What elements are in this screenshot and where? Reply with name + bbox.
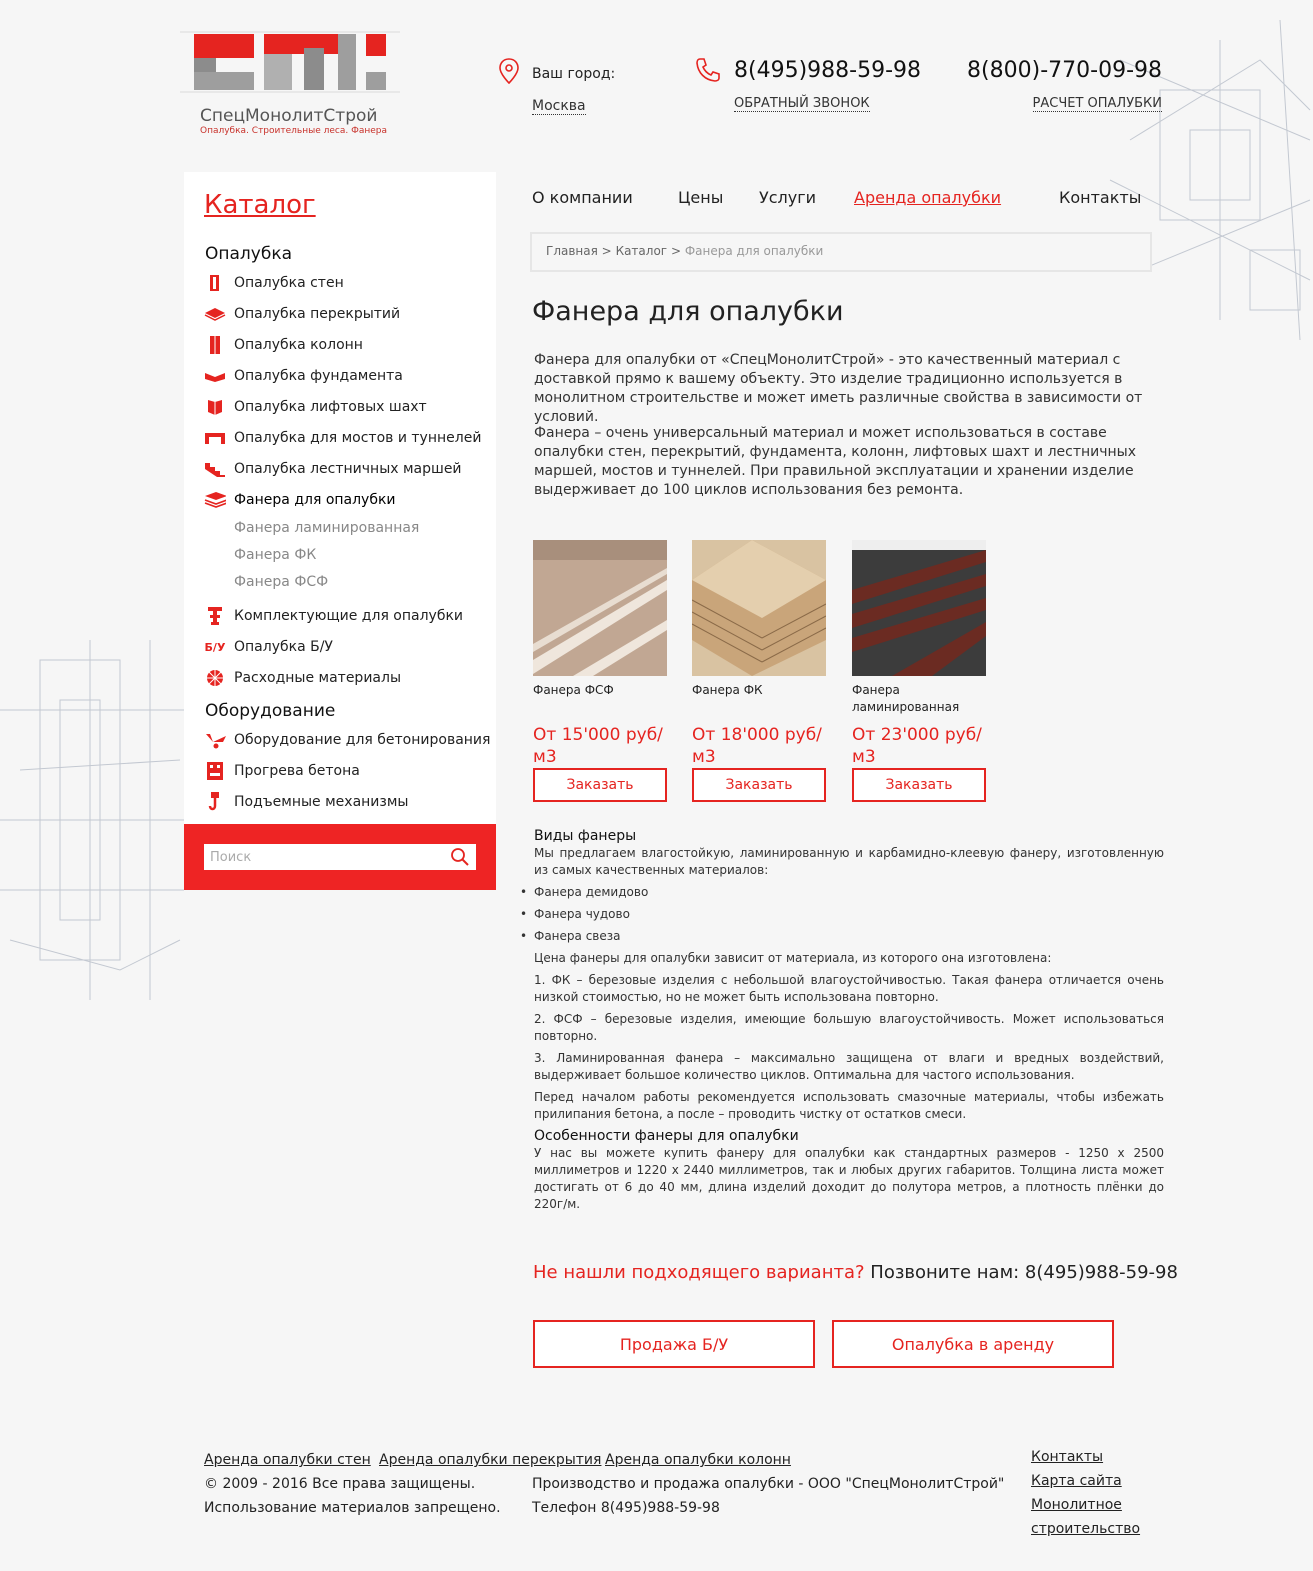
- nav-rent[interactable]: Аренда опалубки: [854, 188, 1002, 207]
- city-link[interactable]: Москва: [532, 98, 586, 114]
- footer-link-walls-rent[interactable]: Аренда опалубки стен: [204, 1452, 371, 1468]
- product-price: От 15'000 руб/м3: [533, 725, 663, 767]
- breadcrumb-catalog[interactable]: Каталог: [615, 244, 668, 258]
- article-paragraph: У нас вы можете купить фанеру для опалубки как стандартных размеров - 1250 х 2500 миллиметров и 1220 х 2440 миллиметров, так и любых других габаритов. Толщина листа может достигать от 6 до 40 мм, длина изделий доходит до полутора метров, а плотность плёнки до 220г/м.: [534, 1146, 1164, 1211]
- bridge-icon: [204, 429, 226, 447]
- breadcrumb-separator: >: [670, 244, 681, 258]
- foundation-icon: [204, 367, 226, 385]
- sidebar-subitem-fk[interactable]: Фанера ФК: [234, 547, 317, 563]
- order-button[interactable]: Заказать: [852, 768, 986, 802]
- city-label: Ваш город:: [532, 66, 616, 82]
- site-logo[interactable]: [180, 28, 400, 148]
- article-paragraph: 1. ФК – березовые изделия с небольшой влагоустойчивостью. Такая фанера отличается очень низкой стоимостью, но не может быть использована повторно.: [534, 973, 1164, 1004]
- formwork-rent-button[interactable]: Опалубка в аренду: [832, 1320, 1114, 1368]
- list-item: • Фанера демидово: [534, 884, 1164, 901]
- column-icon: [204, 336, 226, 354]
- sidebar-item-label: Комплектующие для опалубки: [234, 608, 464, 624]
- sidebar-item-label: Фанера для опалубки: [234, 492, 396, 508]
- product-name: Фанера ламинированная: [852, 683, 960, 714]
- sidebar-item-heating[interactable]: [204, 760, 360, 782]
- list-item: • Фанера чудово: [534, 906, 1164, 923]
- product-image-laminated[interactable]: [852, 540, 986, 676]
- footer-link-slabs-rent[interactable]: Аренда опалубки перекрытия: [379, 1452, 602, 1468]
- list-item: • Фанера свеза: [534, 928, 1164, 945]
- article-paragraph: Мы предлагаем влагостойкую, ламинированную и карбамидно-клеевую фанеру, изготовленную из самых качественных материалов:: [534, 846, 1164, 877]
- article-content: [534, 828, 1164, 1213]
- sidebar-item-label: Опалубка для мостов и туннелей: [234, 430, 482, 446]
- used-sale-button[interactable]: Продажа Б/У: [533, 1320, 815, 1368]
- brand-tagline: Опалубка. Строительные леса. Фанера: [200, 126, 387, 136]
- product-card: [533, 540, 669, 802]
- sidebar-item-label: Подъемные механизмы: [234, 794, 409, 810]
- footer-phone: Телефон 8(495)988-59-98: [532, 1500, 720, 1516]
- intro-paragraph-1: Фанера для опалубки от «СпецМонолитСтрой» - это качественный материал с доставкой прямо к вашему объекту. Это изделие традиционно используется в монолитном строительстве и может иметь различные свойства в зависимости от условий.: [534, 352, 1143, 425]
- sidebar-item-label: Опалубка лифтовых шахт: [234, 399, 427, 415]
- wheelbarrow-icon: [204, 731, 226, 749]
- footer-no-copy: Использование материалов запрещено.: [204, 1500, 501, 1516]
- product-image-fk[interactable]: [692, 540, 826, 676]
- sidebar-item-walls[interactable]: [204, 272, 344, 294]
- footer-copyright: © 2009 - 2016 Все права защищены.: [204, 1476, 476, 1492]
- footer-link-contacts[interactable]: Контакты: [1031, 1449, 1104, 1465]
- page-title: Фанера для опалубки: [532, 296, 844, 327]
- breadcrumb-current: Фанера для опалубки: [684, 244, 824, 258]
- shaft-icon: [204, 398, 226, 416]
- nav-services[interactable]: Услуги: [759, 188, 817, 207]
- catalog-sidebar: [184, 172, 496, 824]
- callback-link[interactable]: ОБРАТНЫЙ ЗВОНОК: [734, 96, 870, 111]
- sidebar-item-plywood[interactable]: [204, 489, 396, 511]
- plywood-sheets-image: [533, 540, 667, 676]
- nav-contacts[interactable]: Контакты: [1059, 188, 1142, 207]
- sidebar-item-label: Опалубка стен: [234, 275, 344, 291]
- phone-icon: [694, 56, 722, 84]
- consumables-icon: [204, 669, 226, 687]
- search-input[interactable]: [204, 844, 476, 870]
- search-icon[interactable]: [450, 847, 470, 867]
- breadcrumb: [530, 232, 1152, 272]
- cta-call: Позвоните нам: 8(495)988-59-98: [870, 1262, 1178, 1283]
- laminated-plywood-image: [852, 540, 986, 676]
- footer-link-monolithic[interactable]: Монолитное: [1031, 1497, 1122, 1513]
- cta-question: Не нашли подходящего варианта?: [533, 1262, 865, 1283]
- nav-about[interactable]: О компании: [532, 188, 633, 207]
- group-equipment: Оборудование: [205, 701, 336, 721]
- sidebar-item-label: Опалубка перекрытий: [234, 306, 401, 322]
- sidebar-item-lifting[interactable]: [204, 791, 408, 813]
- breadcrumb-separator: >: [601, 244, 612, 258]
- article-heading-features: Особенности фанеры для опалубки: [534, 1128, 799, 1144]
- product-price: От 23'000 руб/м3: [852, 725, 982, 767]
- plywood-stack-image: [692, 540, 826, 676]
- phone-main[interactable]: 8(495)988-59-98: [734, 58, 922, 83]
- plywood-icon: [204, 491, 226, 509]
- brand-name: СпецМонолитСтрой: [200, 106, 378, 126]
- hook-icon: [204, 793, 226, 811]
- sidebar-item-label: Опалубка колонн: [234, 337, 363, 353]
- sidebar-item-label: Опалубка Б/У: [234, 639, 333, 655]
- sidebar-subitem-laminated[interactable]: Фанера ламинированная: [234, 520, 420, 536]
- used-icon: Б/У: [204, 640, 226, 654]
- footer-link-construction[interactable]: строительство: [1031, 1521, 1141, 1537]
- product-card: [692, 540, 828, 802]
- article-paragraph: Перед началом работы рекомендуется использовать смазочные материалы, чтобы избежать прилипания бетона, а после – проводить чистку от остатков смеси.: [534, 1090, 1164, 1121]
- product-price: От 18'000 руб/м3: [692, 725, 822, 767]
- product-name: Фанера ФСФ: [533, 683, 614, 697]
- footer-link-columns-rent[interactable]: Аренда опалубки колонн: [605, 1452, 791, 1468]
- cta-line: [533, 1262, 1178, 1283]
- sidebar-item-columns[interactable]: [204, 334, 363, 356]
- sidebar-item-label: Прогрева бетона: [234, 763, 360, 779]
- sidebar-subitem-fsf[interactable]: Фанера ФСФ: [234, 574, 329, 590]
- blueprint-decoration-left: [0, 640, 184, 1000]
- sidebar-item-label: Оборудование для бетонирования: [234, 732, 491, 748]
- breadcrumb-home[interactable]: Главная: [546, 244, 598, 258]
- stairs-icon: [204, 460, 226, 478]
- article-heading-types: Виды фанеры: [534, 828, 637, 844]
- phone-free[interactable]: 8(800)-770-09-98: [967, 58, 1162, 83]
- sidebar-item-used[interactable]: [204, 636, 333, 658]
- sidebar-item-stairs[interactable]: [204, 458, 462, 480]
- sidebar-search: [184, 824, 496, 890]
- product-card: [852, 540, 988, 802]
- nav-prices[interactable]: Цены: [678, 188, 724, 207]
- sidebar-item-slabs[interactable]: [204, 303, 400, 325]
- footer-link-sitemap[interactable]: Карта сайта: [1031, 1473, 1122, 1489]
- intro-paragraph-2: Фанера – очень универсальный материал и может использоваться в составе опалубки стен, перекрытий, фундамента, колонн, лифтовых шахт и лестничных маршей, мостов и туннелей. При правильной эксплуатации и хранении изделие выдерживает до 100 циклов использования без ремонта.: [534, 425, 1137, 498]
- location-pin-icon: [498, 58, 520, 84]
- logo-graphic: [180, 28, 400, 104]
- heater-icon: [204, 762, 226, 780]
- sidebar-item-label: Опалубка фундамента: [234, 368, 403, 384]
- sidebar-item-parts[interactable]: [204, 605, 463, 627]
- sidebar-item-shafts[interactable]: [204, 396, 427, 418]
- article-paragraph: 3. Ламинированная фанера – максимально защищена от влаги и вредных воздействий, выдерживает большое количество циклов. Оптимальна для частого использования.: [534, 1051, 1164, 1082]
- sidebar-item-foundation[interactable]: [204, 365, 403, 387]
- sidebar-item-label: Опалубка лестничных маршей: [234, 461, 462, 477]
- sidebar-item-bridges[interactable]: [204, 427, 481, 449]
- product-image-fsf[interactable]: [533, 540, 667, 676]
- sidebar-item-consumables[interactable]: [204, 667, 401, 689]
- product-name: Фанера ФК: [692, 683, 763, 697]
- slab-icon: [204, 305, 226, 323]
- article-paragraph: Цена фанеры для опалубки зависит от материала, из которого она изготовлена:: [534, 951, 1052, 965]
- footer-company: Производство и продажа опалубки - ООО "СпецМонолитСтрой": [532, 1476, 1005, 1492]
- order-button[interactable]: Заказать: [692, 768, 826, 802]
- order-button[interactable]: Заказать: [533, 768, 667, 802]
- plywood-brand-list: [520, 884, 1164, 945]
- wall-icon: [204, 274, 226, 292]
- article-paragraph: 2. ФСФ – березовые изделия, имеющие большую влагоустойчивость. Может использоваться повторно.: [534, 1012, 1164, 1043]
- formwork-calc-link[interactable]: РАСЧЕТ ОПАЛУБКИ: [1032, 96, 1162, 111]
- sidebar-item-label: Расходные материалы: [234, 670, 401, 686]
- catalog-title[interactable]: Каталог: [204, 190, 316, 220]
- parts-icon: [204, 607, 226, 625]
- group-formwork: Опалубка: [205, 244, 293, 264]
- sidebar-item-concreting[interactable]: [204, 729, 490, 751]
